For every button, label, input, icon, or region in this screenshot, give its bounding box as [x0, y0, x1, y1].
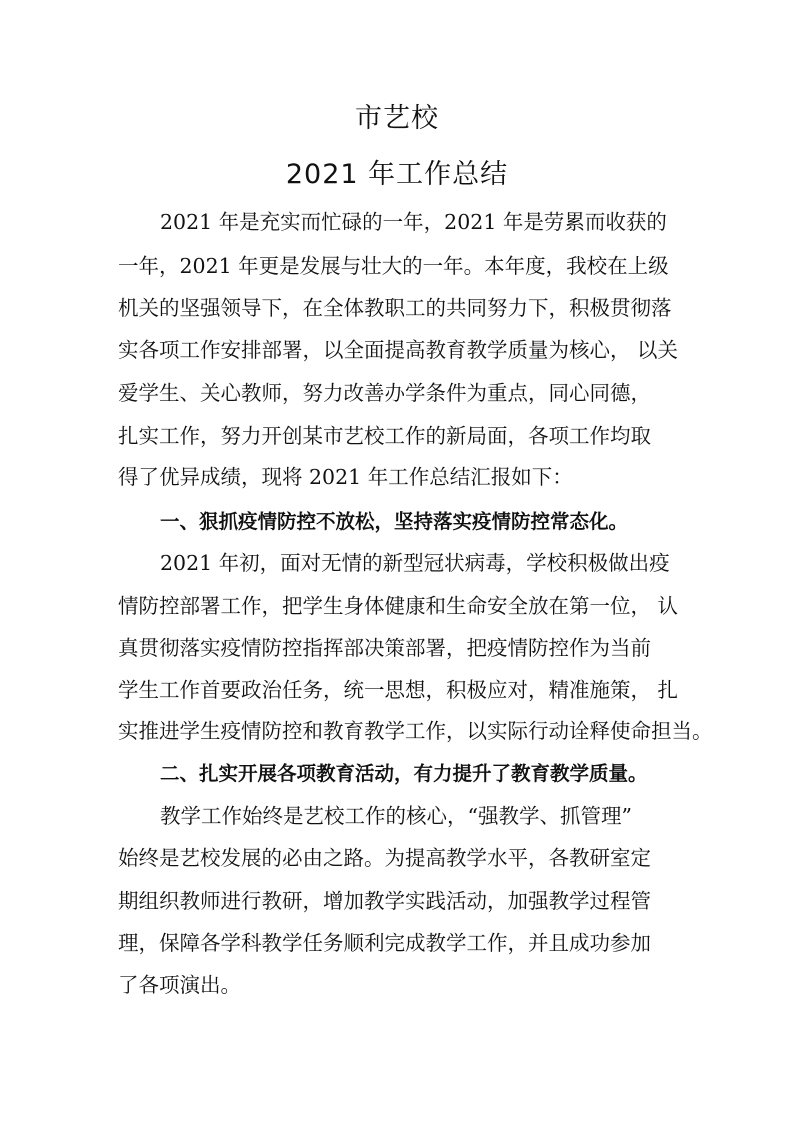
- paragraph-line: 了各项演出。: [118, 973, 241, 997]
- paragraph-line: 得了优异成绩，现将 2021 年工作总结汇报如下：: [118, 465, 573, 489]
- paragraph-line: 实各项工作安排部署，以全面提高教育教学质量为核心， 以关: [118, 338, 679, 362]
- paragraph-line: 学生工作首要政治任务，统一思想，积极应对，精准施策， 扎: [118, 678, 679, 702]
- paragraph-line: 始终是艺校发展的必由之路。为提高教学水平，各教研室定: [118, 846, 651, 870]
- paragraph-line: 教学工作始终是艺校工作的核心，“强教学、抓管理”: [160, 804, 632, 828]
- document-title: 市艺校: [355, 103, 439, 134]
- document-subtitle: 2021 年工作总结: [285, 159, 509, 190]
- paragraph-line: 情防控部署工作，把学生身体健康和生命安全放在第一位， 认: [118, 594, 679, 618]
- paragraph-line: 2021 年初，面对无情的新型冠状病毒，学校积极做出疫: [160, 551, 670, 575]
- paragraph-line: 一年，2021 年更是发展与壮大的一年。本年度，我校在上级: [118, 254, 669, 278]
- paragraph-line: 实推进学生疫情防控和教育教学工作，以实际行动诠释使命担当。: [118, 719, 713, 743]
- paragraph-line: 扎实工作，努力开创某市艺校工作的新局面，各项工作均取: [118, 424, 651, 448]
- paragraph-line: 期组织教师进行教研，增加教学实践活动，加强教学过程管: [118, 889, 651, 913]
- paragraph-line: 2021 年是充实而忙碌的一年，2021 年是劳累而收获的: [160, 210, 667, 234]
- section-heading: 一、狠抓疫情防控不放松，坚持落实疫情防控常态化。: [160, 510, 629, 533]
- section-heading: 二、扎实开展各项教育活动，有力提升了教育教学质量。: [160, 762, 648, 785]
- paragraph-line: 机关的坚强领导下，在全体教职工的共同努力下，积极贯彻落: [118, 296, 672, 320]
- paragraph-line: 爱学生、关心教师，努力改善办学条件为重点，同心同德，: [118, 381, 651, 405]
- paragraph-line: 理，保障各学科教学任务顺利完成教学工作，并且成功参加: [118, 931, 651, 955]
- paragraph-line: 真贯彻落实疫情防控指挥部决策部署，把疫情防控作为当前: [118, 636, 651, 660]
